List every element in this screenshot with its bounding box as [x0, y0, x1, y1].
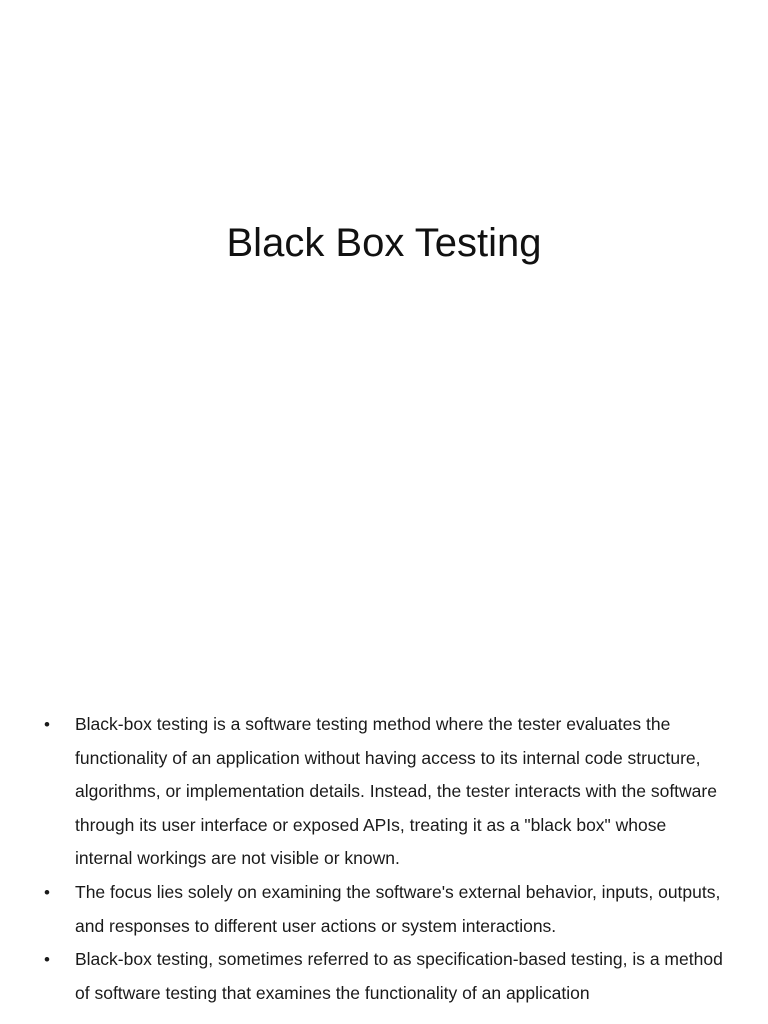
bullet-item-1	[44, 708, 724, 876]
bullet-marker-icon: •	[44, 715, 50, 734]
bullet-item-3	[44, 943, 724, 1010]
bullet-text-1: Black-box testing is a software testing method where the tester evaluates the functionality of an application without having access to its internal code structure, algorithms, or implementation details. Instead, the tester interacts with the software through its user interface or exposed APIs, treating it as a "black box" whose internal workings are not visible or known.	[75, 714, 717, 869]
bullet-list	[44, 708, 724, 1010]
slide-title: Black Box Testing	[226, 221, 542, 265]
bullet-text-3: Black-box testing, sometimes referred to as specification-based testing, is a method of software testing that examines the functionality of an application	[75, 949, 723, 1003]
bullet-marker-icon: •	[44, 882, 50, 902]
bullet-text-2: The focus lies solely on examining the software's external behavior, inputs, outputs, and responses to different user actions or system interactions.	[75, 881, 721, 936]
bullet-marker-icon: •	[44, 950, 50, 970]
bullet-item-2	[44, 876, 724, 943]
